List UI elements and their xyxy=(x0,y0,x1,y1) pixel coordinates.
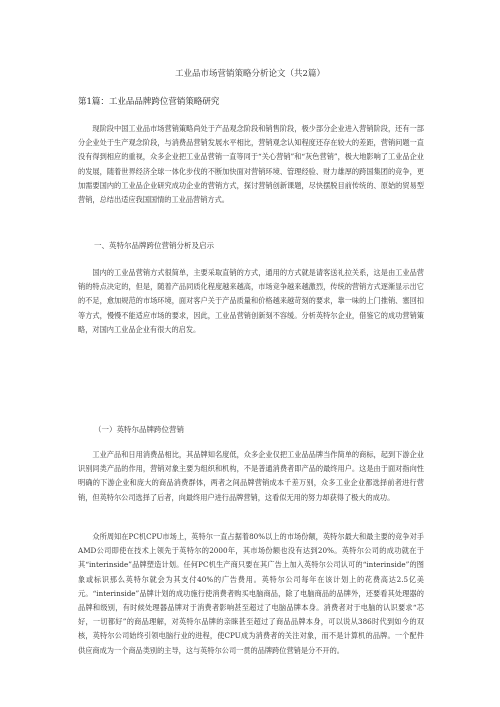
section-heading: 第1篇：工业品品牌跨位营销策略研究 xyxy=(78,97,220,107)
analysis-heading: 一、英特尔品牌跨位营销分析及启示 xyxy=(94,241,214,250)
analysis-paragraph: 国内的工业品营销方式很简单，主要采取直销的方式，通用的方式就是请客送礼拉关系，这是由工业品营销的特点决定的，但是，随着产品同质化程度越来越高，市场竞争越来越激烈，传统的营销方式逐渐显示出它的不足，愈加规范的市场环境，面对客户关于产品质量和价格越来越苛刻的要求，靠一味的上门推销、塞回扣等方式，慢慢不能适应市场的要求，因此，工业品营销创新刻不容缓。分析英特尔企业，借鉴它的成功营销策略，对国内工业品企业有很大的启发。 xyxy=(78,268,424,334)
document-title: 工业品市场营销策略分析论文（共2篇） xyxy=(175,69,325,79)
background-paragraph: 工业产品和日用消费品相比，其品牌知名度低，众多企业仅把工业品品牌当作简单的商标，起到下游企业识别同类产品的作用，营销对象主要为组织和机构，不是普通消费者即产品的最终用户。这是由于面对指向性明确的下游企业和庞大的商品消费群体，两者之间品牌营销成本千差万别，众多工业企业都选择前者进行营销，但英特尔公司选择了后者，向最终用户进行品牌营销，这看似无用的努力却获得了极大的成功。 xyxy=(78,450,424,502)
intro-paragraph: 现阶段中国工业品市场营销策略尚处于产品观念阶段和销售阶段，极少部分企业进入营销阶段，还有一部分企业处于生产观念阶段，与消费品营销发展水平相比，营销观念认知程度还存在较大的差距，营销问题一直没有得到相应的重视，众多企业把工业品营销一直等同于“关心营销”和“灰色营销”，极大地影响了工业品企业的发展，随着世界经济全球一体化步伐的不断加快面对营销环境、管理经验、财力雄厚的跨国集团的竞争，更加需要国内的工业品企业研究成功企业的营销方式，探讨营销创新课题，尽快摆脱目前传统的、原始的贸易型营销，总结出适应我国国情的工业品营销方式。 xyxy=(78,124,424,205)
case-paragraph: 众所周知在PC机CPU市场上，英特尔一直占据着80%以上的市场份额，英特尔最大和最主要的竞争对手AMD公司即使在技术上领先于英特尔的2000年，其市场份额也没有达到20%。英特尔公司的成功就在于其“interinside”品牌塑造计划。任何PC机生产商只要在其广告上加入英特尔公司认可的“interinside”的图象或标识那么英特尔就会为其支付40%的广告费用。英特尔公司每年在该计划上的花费高达2.5亿美元。“interinside”品牌计划的成功施行使消费者购买电脑商品，除了电脑商品的品牌外，还要看其处理器的品牌和级别，有时候处理器品牌对于消费者影响甚至超过了电脑品牌本身。消费者对于电脑的认识要求“芯好，一切都好”的商品理解，对英特尔品牌的亲睐甚至超过了商品品牌本身，可以说从386时代到如今的双核，英特尔公司始终引领电脑行业的进程，使CPU成为消费者的关注对象，而不是计算机的品牌。一个配件供应商成为一个商品类别的主导，这与英特尔公司一贯的品牌跨位营销是分不开的。 xyxy=(78,532,424,655)
background-heading: （一）英特尔品牌跨位营销 xyxy=(94,425,184,434)
